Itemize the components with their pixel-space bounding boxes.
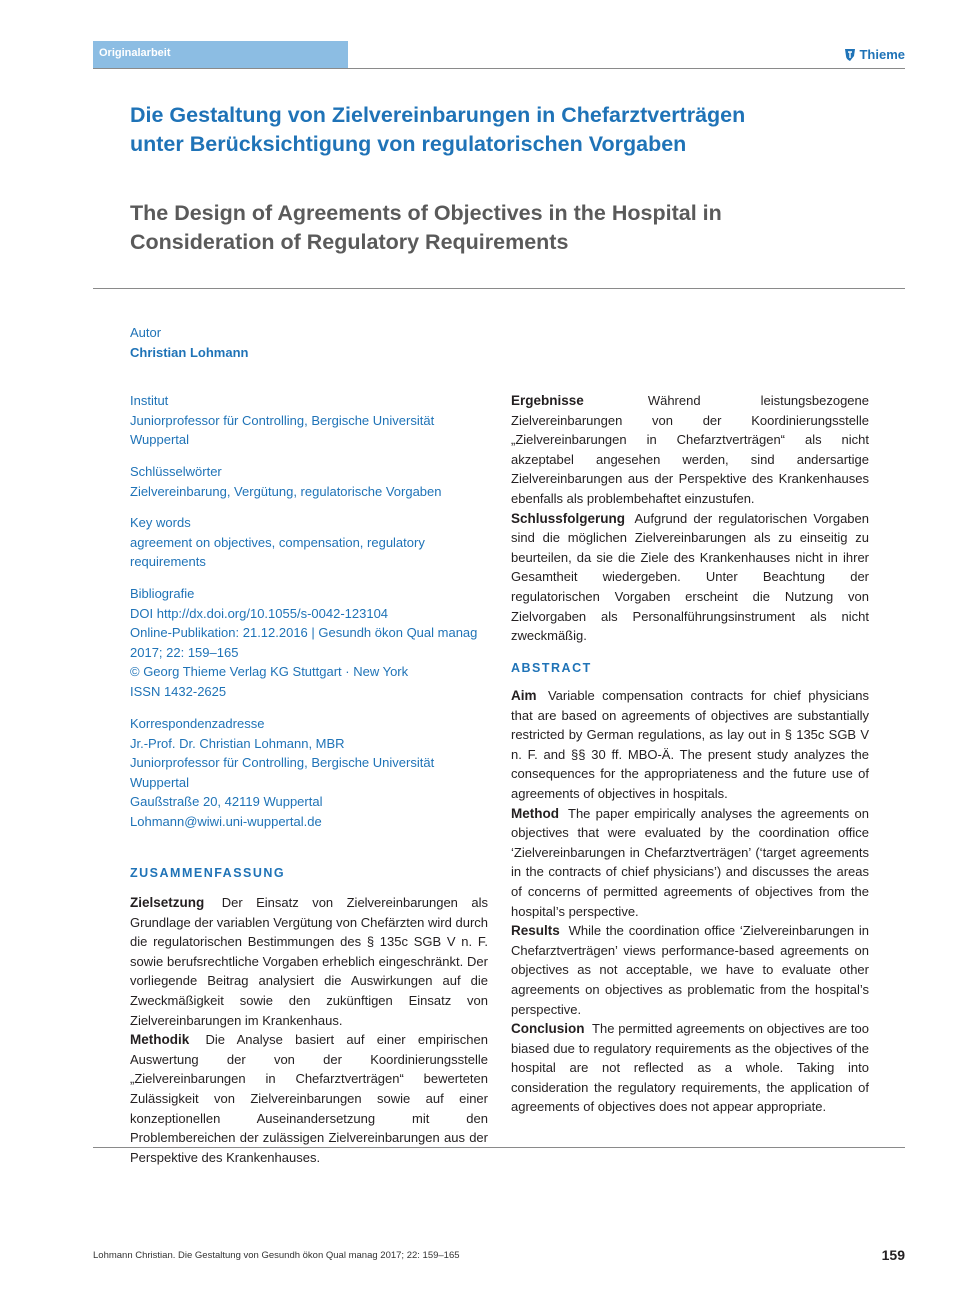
title-rule (93, 288, 905, 289)
publisher-logo (844, 47, 905, 62)
title-german: Die Gestaltung von Zielvereinbarungen in Chefarztverträgen unter Berücksichtigung von regulatorischen Vorgaben (130, 103, 746, 156)
online-publication: Online-Publikation: 21.12.2016 | Gesundh ökon Qual manag 2017; 22: 159–165 (130, 625, 478, 660)
bibliography-block (130, 584, 490, 701)
keywords-de-value: Zielvereinbarung, Vergütung, regulatorische Vorgaben (130, 483, 442, 499)
results-paragraph (511, 921, 869, 1019)
bottom-rule (93, 1147, 905, 1148)
thieme-logo-icon (844, 48, 856, 61)
conclusion-text: The permitted agreements on objectives are too biased due to regulatory requirements as the objectives of the hospital are not reflected as a whole. Taking into consideration the regulatory requirements, the application of agreements of objectives does not appear appropriate. (511, 1021, 869, 1115)
author-block (130, 323, 480, 362)
keywords-en-label: Key words (130, 515, 191, 530)
method-text: The paper empirically analyses the agreements on objectives that were evaluated by the coordination office ‘Zielvereinbarungen in Chefarztverträgen’ (‘target agreements in the contracts of chief physicians’) and discusses the areas of concerns of permitted agreements of objectives from the hospital’s perspective. (511, 805, 869, 919)
ergebnisse-text: Während leistungsbezogene Zielvereinbarungen von der Koordinierungsstelle „Zielvereinbarungen in Chefarztverträgen“ als nicht akzeptabel angesehen werden, sind andersartige Zielvereinbarungen aus der Perspektive des Krankenhauses ebenfalls als problembehaftet einzustufen. (511, 393, 869, 506)
method-label: Method (511, 805, 559, 821)
zusammenfassung-heading: ZUSAMMENFASSUNG (130, 866, 286, 880)
institute-value: Juniorprofessor für Controlling, Bergische Universität Wuppertal (130, 412, 435, 447)
footer-citation: Lohmann Christian. Die Gestaltung von Gesundh ökon Qual manag 2017; 22: 159–165 (93, 1250, 460, 1261)
keywords-en-value: agreement on objectives, compensation, regulatory requirements (130, 534, 425, 569)
aim-text: Variable compensation contracts for chief physicians that are based on agreements of objectives are substantially restricted by German regulations, as lay out in § 135c SGB V n. F. and §§ 30 ff. MBO-Ä. The present study analyzes the consequences for the appropriateness and the future use of agreements of objectives in hospitals. (511, 688, 869, 801)
page-number: 159 (881, 1247, 905, 1263)
publisher-name: Thieme (859, 47, 905, 62)
issn: ISSN 1432-2625 (130, 683, 227, 699)
results-text: While the coordination office ‘Zielvereinbarungen in Chefarztverträgen’ views performance-based agreements on objectives as not acceptable, we have to evaluate other agreements on objectives as problematic from the hospital’s perspective. (511, 923, 869, 1017)
copyright: © Georg Thieme Verlag KG Stuttgart · New York (130, 664, 409, 679)
conclusion-label: Conclusion (511, 1021, 585, 1037)
keywords-de-label: Schlüsselwörter (130, 464, 222, 479)
keywords-en-block (130, 513, 485, 572)
correspondence-institute: Juniorprofessor für Controlling, Bergische Universität Wuppertal (130, 755, 435, 790)
aim-paragraph (511, 686, 869, 804)
doi-label: DOI (130, 605, 154, 621)
schluss-paragraph (511, 509, 869, 646)
institute-block (130, 391, 480, 450)
correspondence-street: Gaußstraße 20, 42119 Wuppertal (130, 794, 323, 809)
author-name: Christian Lohmann (130, 344, 249, 360)
section-tag: Originalarbeit (93, 41, 348, 68)
zielsetzung-text: Der Einsatz von Zielvereinbarungen als Grundlage der variablen Vergütung von Chefärzten wird durch die regulatorischen Bestimmungen des § 135c SGB V n. F. sowie berufsrechtliche Vorgaben erheblich eingeschränkt. Der vorliegende Beitrag analysiert die Auswirkungen auf die Zweckmäßigkeit sowie den zukünftigen Einsatz von Zielvereinbarungen im Krankenhaus. (130, 895, 488, 1028)
doi-link[interactable]: http://dx.doi.org/10.1055/s-0042-123104 (156, 605, 389, 621)
ergebnisse-label: Ergebnisse (511, 393, 584, 408)
zielsetzung-label: Zielsetzung (130, 895, 205, 910)
zielsetzung-paragraph (130, 893, 488, 1030)
title-english: The Design of Agreements of Objectives in the Hospital in Consideration of Regulatory Requirements (130, 201, 722, 254)
author-label: Autor (130, 325, 162, 340)
bibliography-label: Bibliografie (130, 586, 195, 601)
schluss-text: Aufgrund der regulatorischen Vorgaben sind die möglichen Zielvereinbarungen als zu einseitig zu beurteilen, da sie die Ziele des Krankenhauses nicht in ihrer Gesamtheit wiedergeben. Unter Beachtung der regulatorischen Vorgaben erscheint die Nutzung von Zielvorgaben als Personalführungsinstrument als nicht zweckmäßig. (511, 510, 869, 644)
aim-label: Aim (511, 688, 537, 703)
doi-line (130, 604, 490, 624)
keywords-de-block (130, 462, 485, 501)
methodik-label: Methodik (130, 1032, 190, 1048)
header-rule (93, 68, 905, 69)
correspondence-label: Korrespondenzadresse (130, 716, 265, 731)
correspondence-name: Jr.-Prof. Dr. Christian Lohmann, MBR (130, 735, 345, 751)
schluss-label: Schlussfolgerung (511, 510, 626, 526)
results-label: Results (511, 923, 560, 939)
zusammenfassung-right (511, 391, 869, 646)
zusammenfassung-left (130, 893, 488, 1167)
abstract-body (511, 686, 869, 1117)
ergebnisse-paragraph (511, 391, 869, 509)
conclusion-paragraph (511, 1019, 869, 1117)
institute-label: Institut (130, 393, 169, 408)
method-paragraph (511, 804, 869, 922)
correspondence-email[interactable]: Lohmann@wiwi.uni-wuppertal.de (130, 813, 322, 829)
methodik-text: Die Analyse basiert auf einer empirischen Auswertung der von der Koordinierungsstelle „Zielvereinbarungen in Chefarztverträgen“ bewerteten Zulässigkeit von Zielvereinbarungen sowie auf einer konzeptionellen Auseinandersetzung mit den Problembereichen der zulässigen Zielvereinbarungen aus der Perspektive des Krankenhauses. (130, 1032, 488, 1165)
correspondence-block (130, 714, 480, 831)
abstract-heading: ABSTRACT (511, 661, 592, 675)
